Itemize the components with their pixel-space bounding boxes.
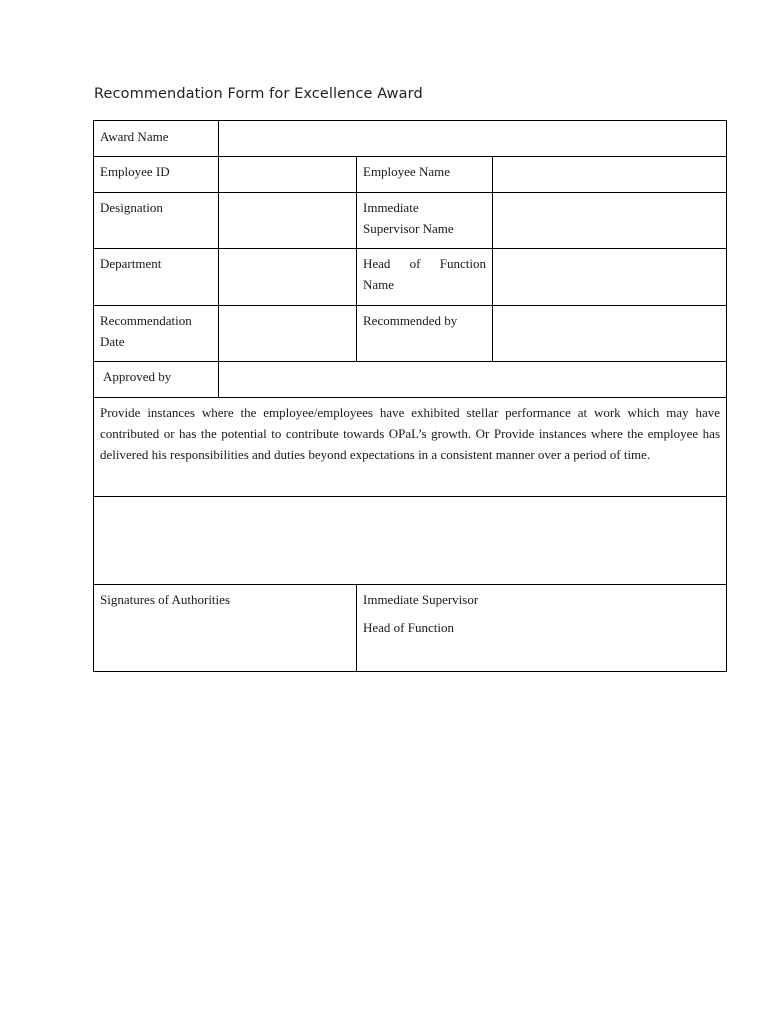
approved-by-field[interactable]	[219, 362, 726, 397]
instructions-paragraph: Provide instances where the employee/employees have exhibited stellar performance at work which may have contributed or has the potential to contribute towards OPaL’s growth. Or Provide instances where the employee has delivered his responsibilities and duties beyond expectations in a consistent manner over a period of time.	[100, 405, 720, 462]
employee-id-label-text: Employee ID	[100, 164, 170, 179]
head-of-function-name-label-line2: Name	[363, 277, 395, 292]
recommended-by-label-text: Recommended by	[363, 313, 458, 328]
employee-id-label	[94, 157, 218, 192]
immediate-supervisor-name-label-line2: Supervisor Name	[363, 221, 454, 236]
instructions-text	[94, 399, 726, 496]
award-name-label-text: Award Name	[100, 129, 169, 144]
award-name-field[interactable]	[219, 122, 726, 156]
approved-by-label-text: Approved by	[103, 369, 172, 384]
immediate-supervisor-name-label	[357, 193, 492, 248]
signatures-label-text: Signatures of Authorities	[100, 592, 230, 607]
signatures-label	[94, 585, 356, 672]
signatures-block[interactable]	[357, 585, 726, 672]
employee-name-label	[357, 157, 492, 192]
immediate-supervisor-name-field[interactable]	[493, 193, 726, 248]
recommendation-date-label-line2: Date	[100, 334, 125, 349]
immediate-supervisor-name-label-line1: Immediate	[363, 200, 419, 215]
employee-name-field[interactable]	[493, 157, 726, 192]
head-of-function-name-label-line1: Head of Function	[363, 256, 486, 271]
form-title: Recommendation Form for Excellence Award	[94, 86, 423, 102]
department-label-text: Department	[100, 256, 162, 271]
award-name-label	[94, 122, 218, 156]
employee-name-label-text: Employee Name	[363, 164, 450, 179]
recommendation-form-table	[93, 120, 727, 672]
designation-field[interactable]	[219, 193, 356, 248]
employee-id-field[interactable]	[219, 157, 356, 192]
instances-response-area[interactable]	[94, 497, 726, 584]
recommendation-date-label	[94, 306, 218, 361]
designation-label	[94, 193, 218, 248]
signature-immediate-supervisor: Immediate Supervisor	[363, 592, 479, 607]
signature-head-of-function: Head of Function	[363, 620, 454, 635]
department-label	[94, 249, 218, 305]
recommendation-date-field[interactable]	[219, 306, 356, 361]
approved-by-label	[94, 362, 218, 397]
department-field[interactable]	[219, 249, 356, 305]
designation-label-text: Designation	[100, 200, 163, 215]
head-of-function-name-field[interactable]	[493, 249, 726, 305]
recommended-by-label	[357, 306, 492, 361]
recommended-by-field[interactable]	[493, 306, 726, 361]
row-divider	[94, 397, 726, 398]
head-of-function-name-label	[357, 249, 492, 305]
recommendation-date-label-line1: Recommendation	[100, 313, 192, 328]
